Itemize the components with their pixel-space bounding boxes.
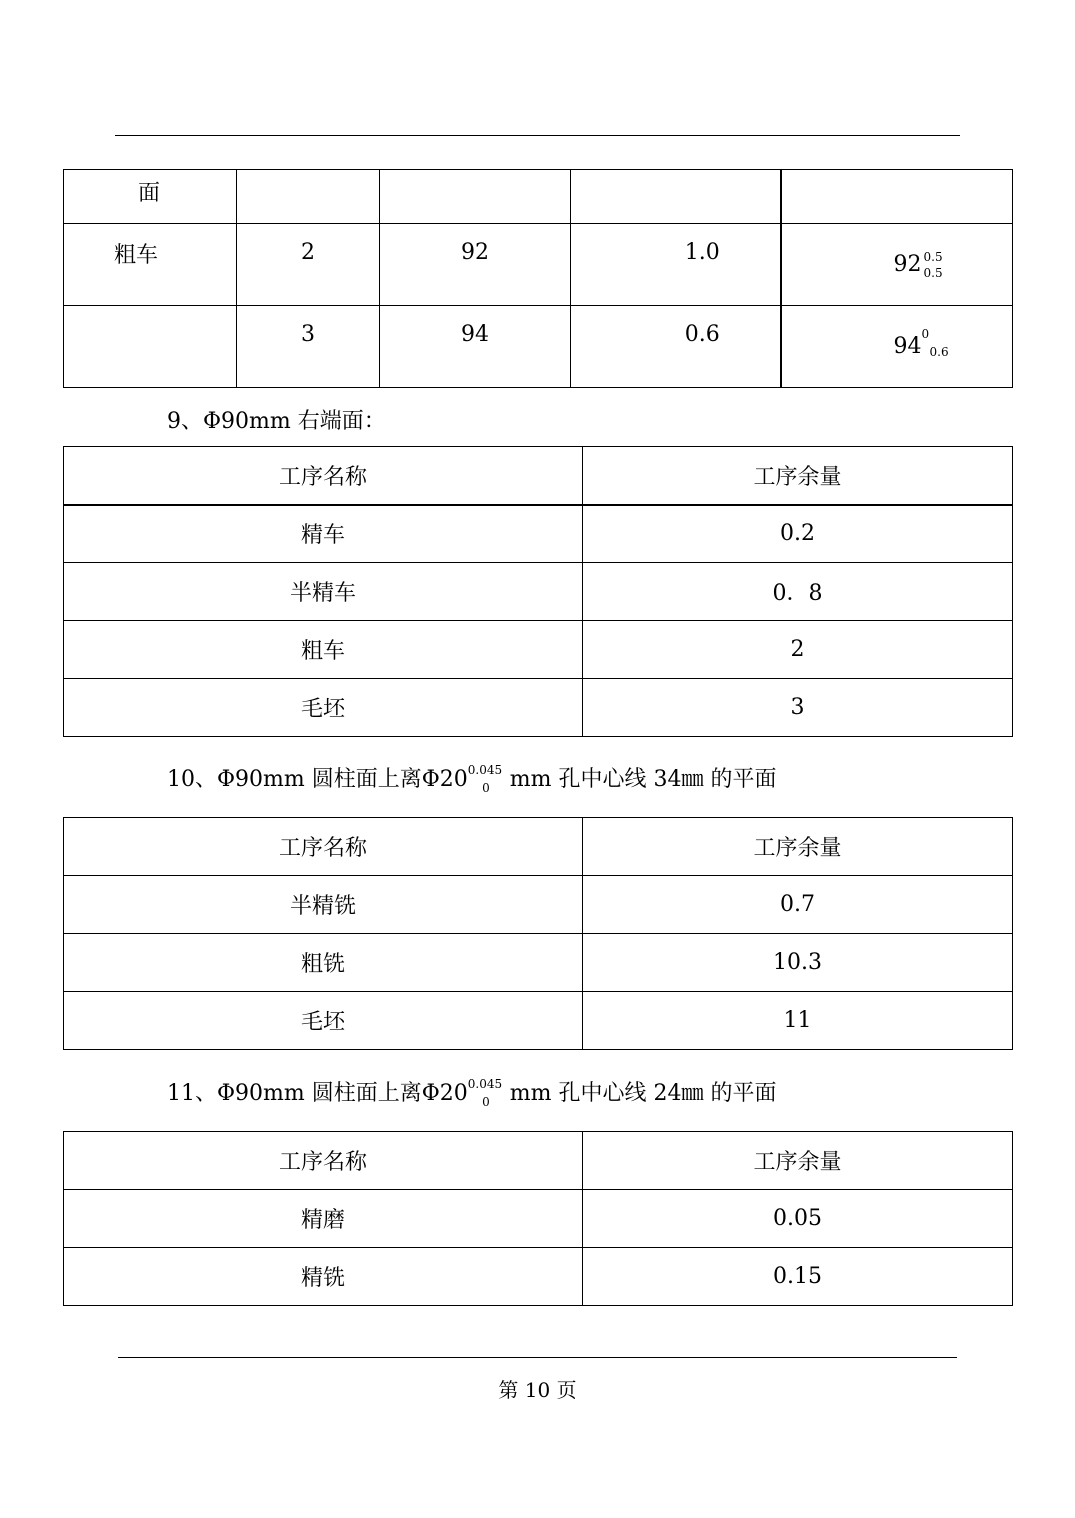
- table-row: [64, 224, 1013, 306]
- section-11-table: [63, 1131, 1013, 1306]
- process-name: 半精铣: [64, 876, 583, 934]
- table-row: [64, 934, 1013, 992]
- table-header-row: [64, 818, 1013, 876]
- table-row: [64, 876, 1013, 934]
- allowance-cell: 0.6: [571, 306, 781, 388]
- tolerance-lower: 0: [482, 781, 490, 795]
- dimension-cell: [781, 170, 1013, 224]
- heading-text: 10、Φ90mm 圆柱面上离Φ20: [167, 767, 468, 792]
- table-header-row: [64, 447, 1013, 505]
- header-process-name: 工序名称: [64, 818, 583, 876]
- process-name: 粗车: [64, 621, 583, 679]
- allowance-value: 0.2: [583, 505, 1013, 563]
- header-process-name: 工序名称: [64, 447, 583, 505]
- dimension-value: 94: [893, 333, 922, 359]
- process-name: 精车: [64, 505, 583, 563]
- op-cell: 粗车: [64, 224, 237, 306]
- table-row: [64, 679, 1013, 737]
- table-row: [64, 505, 1013, 563]
- tolerance-upper: 0.045: [467, 763, 503, 777]
- allowance-value: 10.3: [583, 934, 1013, 992]
- process-name: 精铣: [64, 1248, 583, 1306]
- table-row: [64, 563, 1013, 621]
- section-11-heading: [167, 1076, 776, 1107]
- header-allowance: 工序余量: [583, 447, 1013, 505]
- process-name: 毛坯: [64, 679, 583, 737]
- header-allowance: 工序余量: [583, 818, 1013, 876]
- header-allowance: 工序余量: [583, 1132, 1013, 1190]
- section-9-table: [63, 446, 1013, 737]
- size-cell: 92: [380, 224, 571, 306]
- process-name: 半精车: [64, 563, 583, 621]
- op-cell: [64, 306, 237, 388]
- table-row: [64, 306, 1013, 388]
- continuation-table: [63, 169, 1013, 388]
- tolerance: [921, 326, 952, 360]
- process-name: 粗铣: [64, 934, 583, 992]
- table-row: [64, 1190, 1013, 1248]
- tolerance-upper: 0.5: [923, 249, 943, 264]
- process-name: 毛坯: [64, 992, 583, 1050]
- tolerance: [922, 249, 952, 280]
- heading-text: mm 孔中心线 24㎜ 的平面: [509, 1081, 777, 1106]
- allowance-cell: 1.0: [571, 224, 781, 306]
- dimension-value: 92: [893, 251, 922, 277]
- size-cell: 94: [380, 306, 571, 388]
- heading-text: mm 孔中心线 34㎜ 的平面: [509, 767, 777, 792]
- allowance-value: 0.05: [583, 1190, 1013, 1248]
- section-10-heading: [167, 762, 776, 793]
- allowance-value: 0.7: [583, 876, 1013, 934]
- section-9-heading: 9、Φ90mm 右端面：: [167, 409, 386, 434]
- allowance-value: 3: [583, 679, 1013, 737]
- allowance-value: 0.15: [583, 1248, 1013, 1306]
- header-process-name: 工序名称: [64, 1132, 583, 1190]
- table-row: [64, 1248, 1013, 1306]
- table-header-row: [64, 1132, 1013, 1190]
- tolerance-upper: 0: [921, 326, 930, 341]
- table-row: [64, 992, 1013, 1050]
- table-row: [64, 170, 1013, 224]
- step-cell: [237, 170, 380, 224]
- tolerance-lower: 0.6: [929, 344, 949, 359]
- allowance-value: 2: [583, 621, 1013, 679]
- table-row: [64, 621, 1013, 679]
- process-name: 精磨: [64, 1190, 583, 1248]
- step-cell: 2: [237, 224, 380, 306]
- step-cell: 3: [237, 306, 380, 388]
- header-rule: [115, 135, 960, 136]
- dimension-cell: [781, 224, 1013, 306]
- tolerance-upper: 0.045: [467, 1077, 503, 1091]
- tolerance-lower: 0: [482, 1095, 490, 1109]
- footer-rule: [118, 1357, 957, 1358]
- tolerance-lower: 0.5: [923, 265, 943, 280]
- allowance-cell: [571, 170, 781, 224]
- size-cell: [380, 170, 571, 224]
- op-cell: 面: [64, 170, 237, 224]
- page-number: 第 10 页: [498, 1378, 577, 1402]
- dimension-cell: [781, 306, 1013, 388]
- heading-text: 11、Φ90mm 圆柱面上离Φ20: [167, 1081, 468, 1106]
- allowance-value: 0．8: [583, 563, 1013, 621]
- allowance-value: 11: [583, 992, 1013, 1050]
- section-10-table: [63, 817, 1013, 1050]
